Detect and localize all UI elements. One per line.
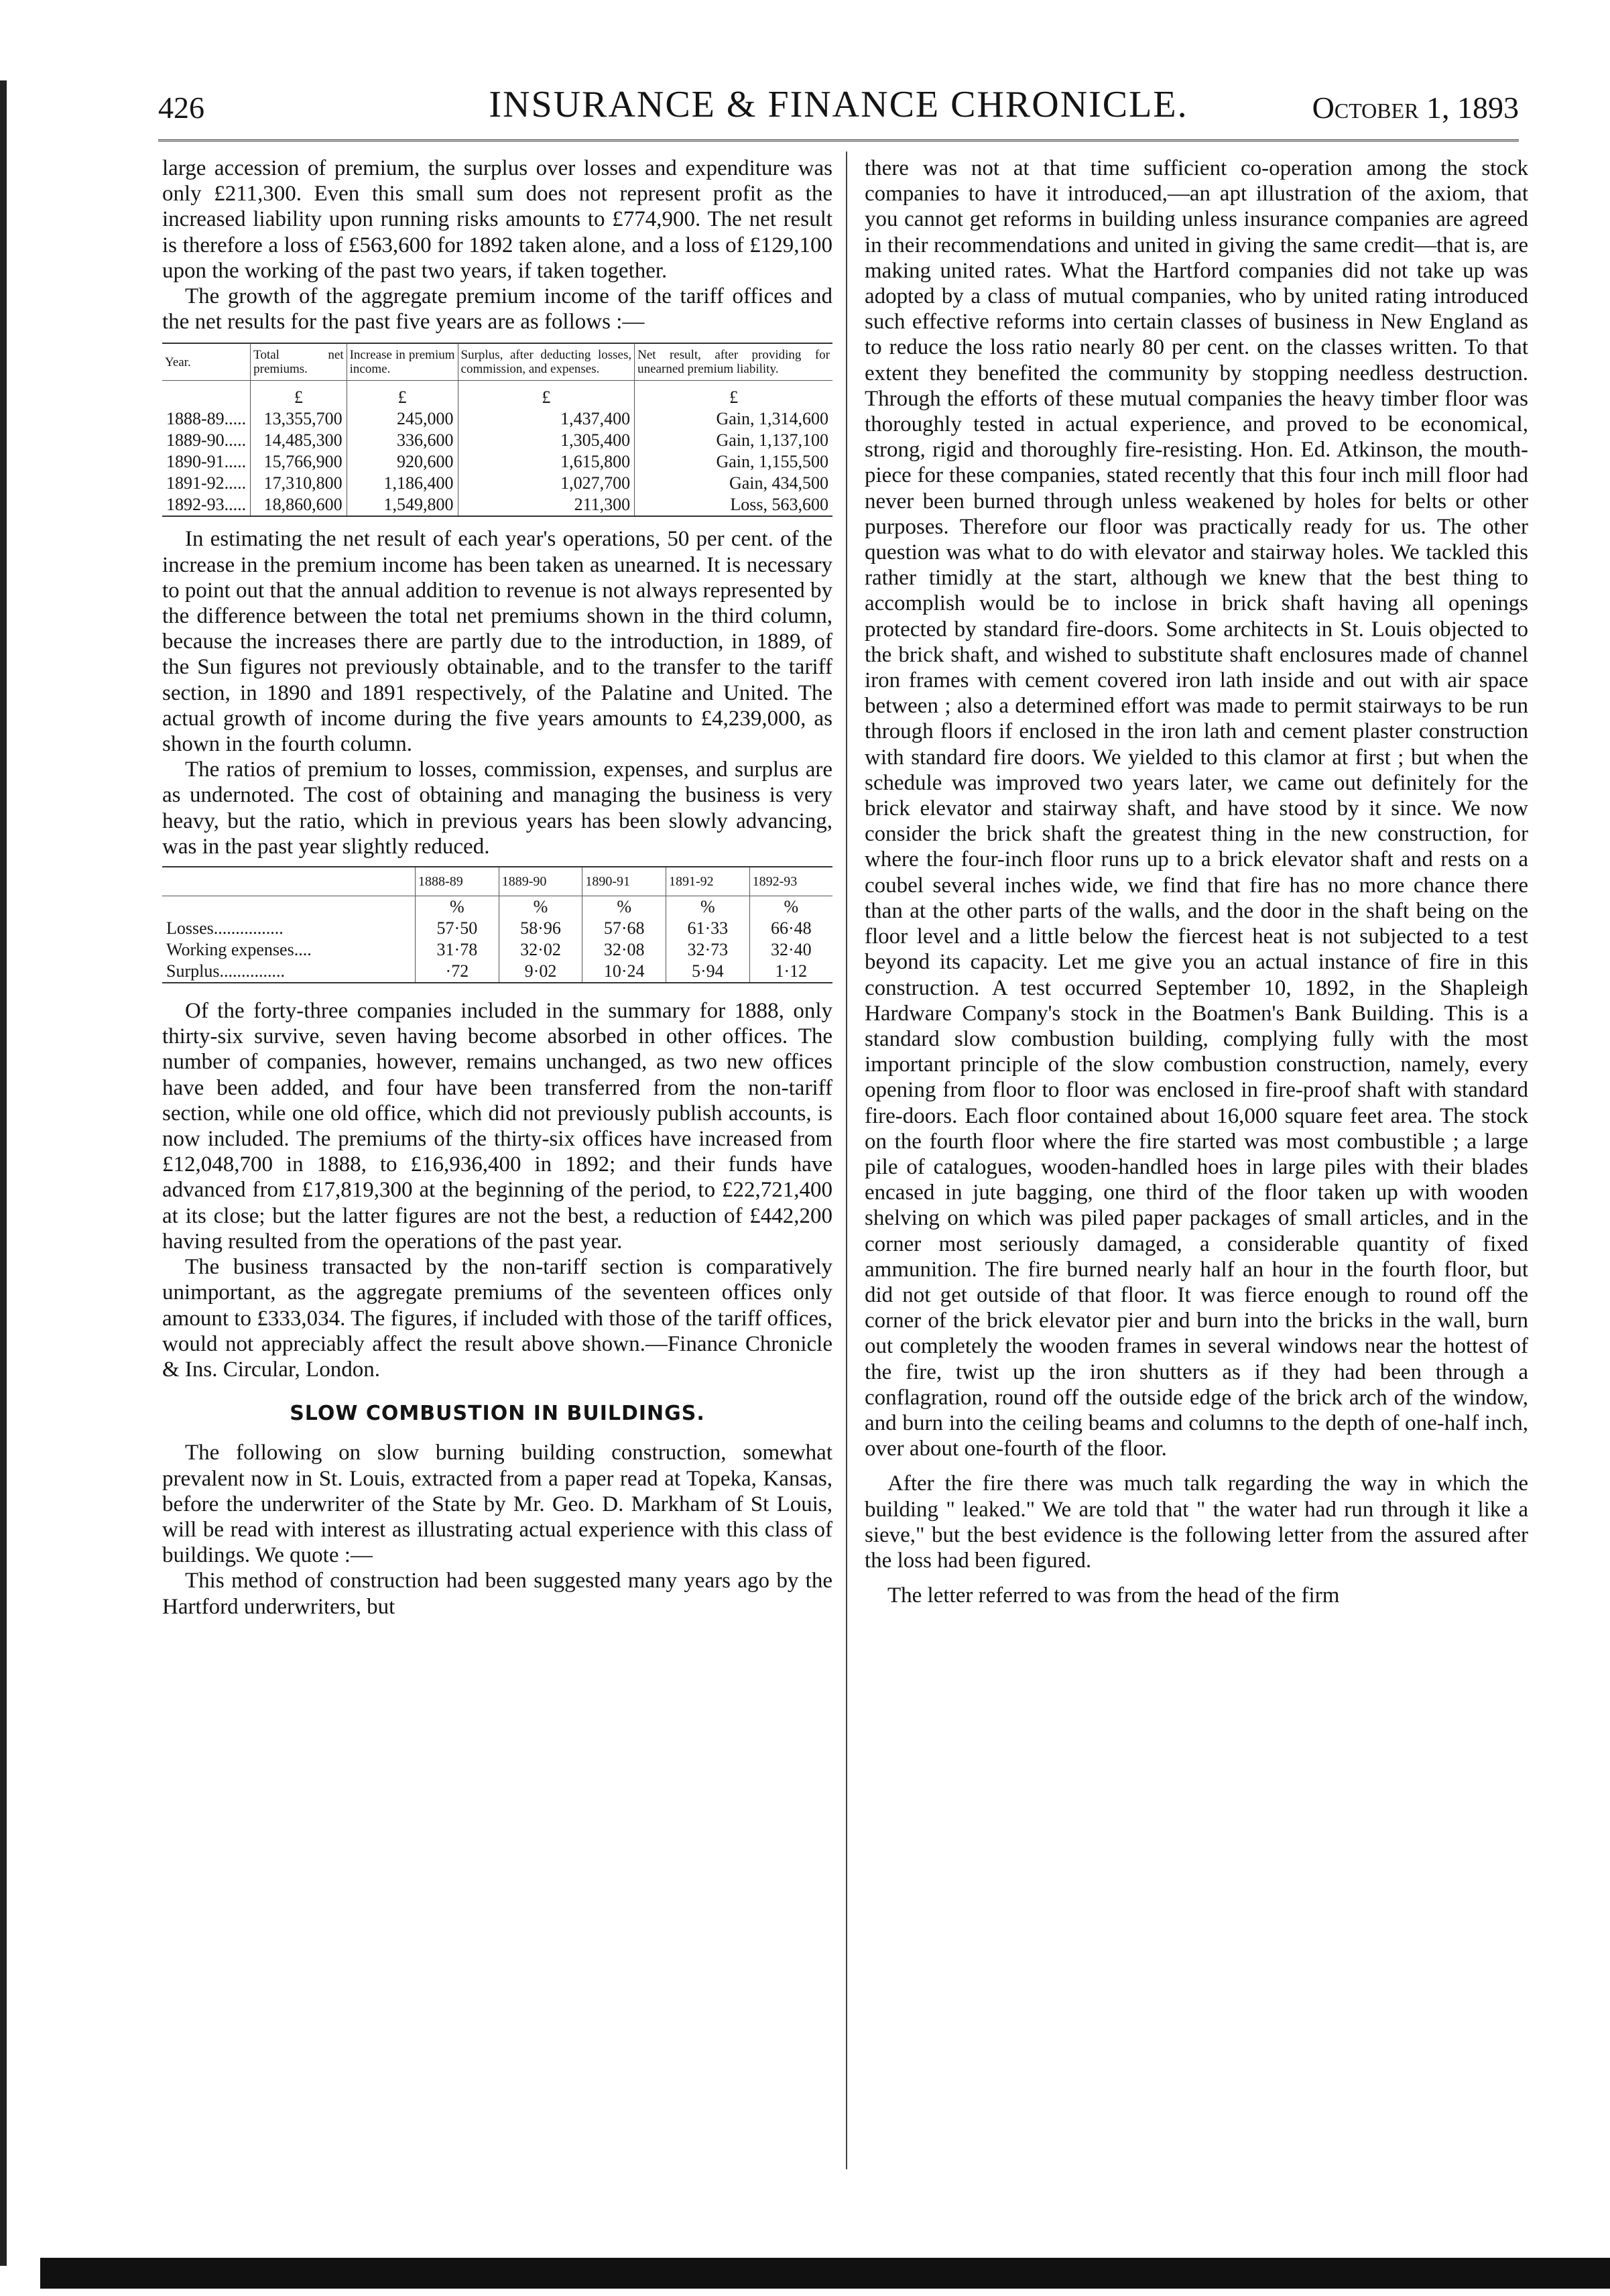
paragraph: large accession of premium, the surplus over losses and expenditure was only £211,300. Even this small sum does not represent profit as the increased liability upon running risks amounts to £774,900. The net result is therefore a loss of £563,600 for 1892 taken alone, and a loss of £129,100 upon the working of the past two years, if taken together.	[162, 156, 832, 283]
table-header: 1892-93	[749, 867, 832, 896]
journal-title: INSURANCE & FINANCE CHRONICLE.	[489, 84, 1188, 125]
issue-date: October 1, 1893	[1312, 90, 1519, 125]
table-row: Surplus............... ·72 9·02 10·24 5·94 1·12	[162, 961, 832, 983]
paragraph: The growth of the aggregate premium income of the tariff offices and the net results for the past five years are as follows :—	[162, 284, 832, 335]
paragraph: In estimating the net result of each year's operations, 50 per cent. of the increase in the premium income has been taken as unearned. It is necessary to point out that the annual addition to revenue is not always represented by the difference between the total net premiums shown in the third column, because the increases there are partly due to the introduction, in 1889, of the Sun figures not previously obtainable, and to the transfer to the tariff section, in 1890 and 1891 respectively, of the Palatine and United. The actual growth of income during the five years amounts to £4,239,000, as shown in the fourth column.	[162, 527, 832, 757]
table-row: 1890-91..... 15,766,900 920,600 1,615,800 Gain, 1,155,500	[162, 451, 832, 473]
right-column	[865, 156, 1528, 1608]
paragraph: The business transacted by the non-tariff section is comparatively unimportant, as the aggregate premiums of the seventeen offices only amount to £333,034. The figures, if included with those of the tariff offices, would not appreciably affect the result above shown.—Finance Chronicle & Ins. Circular, London.	[162, 1255, 832, 1382]
page-number: 426	[158, 90, 204, 125]
table-header: Total net premiums.	[251, 343, 347, 381]
paragraph: After the fire there was much talk regarding the way in which the building " leaked." We are told that " the water had run through it like a sieve," but the best evidence is the following letter from the assured after the loss had been figured.	[865, 1471, 1528, 1573]
table-row: Losses................ 57·50 58·96 57·68 61·33 66·48	[162, 918, 832, 939]
paragraph: The following on slow burning building construction, somewhat prevalent now in St. Louis, extracted from a paper read at Topeka, Kansas, before the underwriter of the State by Mr. Geo. D. Markham of St Louis, will be read with interest as illustrating actual experience with this class of buildings. We quote :—	[162, 1441, 832, 1568]
table-row: Working expenses.... 31·78 32·02 32·08 32·73 32·40	[162, 939, 832, 961]
column-divider	[846, 152, 847, 2169]
premium-results-table	[162, 343, 832, 517]
ratios-table	[162, 866, 832, 983]
table-header: Year.	[162, 343, 251, 381]
table-units-row: % % % % %	[162, 896, 832, 918]
table-header: 1890-91	[582, 867, 666, 896]
table-header: 1891-92	[666, 867, 749, 896]
paragraph: The letter referred to was from the head of the firm	[887, 1583, 1340, 1608]
header-rule	[158, 139, 1519, 141]
paragraph: Of the forty-three companies included in the summary for 1888, only thirty-six survive, seven having become absorbed in other offices. The number of companies, however, remains unchanged, as two new offices have been added, and four have been transferred from the non-tariff section, while one old office, which did not previously publish accounts, is now included. The premiums of the thirty-six offices have increased from £12,048,700 in 1888, to £16,936,400 in 1892; and their funds have advanced from £17,819,300 at the beginning of the period, to £22,721,400 at its close; but the latter figures are not the best, a reduction of £442,200 having resulted from the operations of the past year.	[162, 999, 832, 1254]
table-header: Net result, after providing for unearned premium liability.	[635, 343, 832, 381]
table-header: 1889-90	[499, 867, 582, 896]
table-row: 1892-93..... 18,860,600 1,549,800 211,300 Loss, 563,600	[162, 494, 832, 516]
table-header: Increase in premium income.	[347, 343, 458, 381]
paragraph: The ratios of premium to losses, commission, expenses, and surplus are as undernoted. The cost of obtaining and managing the business is very heavy, but the ratio, which in previous years has been slowly advancing, was in the past year slightly reduced.	[162, 758, 832, 859]
table-row: 1888-89..... 13,355,700 245,000 1,437,400 Gain, 1,314,600	[162, 408, 832, 430]
paragraph: there was not at that time sufficient co-operation among the stock companies to have it introduced,—an apt illustration of the axiom, that you cannot get reforms in building unless insurance companies are agreed in their recommendations and united in giving the same credit—that is, are making united rates. What the Hartford companies did not take up was adopted by a class of mutual companies, who by united rating introduced such effective reforms into certain classes of business in New England as to reduce the loss ratio nearly 80 per cent. on the classes written. To that extent they benefited the community by stopping needless destruction. Through the efforts of these mutual companies the heavy timber floor was thoroughly tested in actual experience, and proved to be economical, strong, rigid and thoroughly fire-resisting. Hon. Ed. Atkinson, the mouth-piece for these companies, stated recently that this four inch mill floor had never been burned through unless weakened by holes for belts or other purposes. Therefore our floor was practically ready for us. The other question was what to do with elevator and stairway holes. We tackled this rather timidly at the start, although we knew that the best thing to accomplish would be to inclose in brick shaft having all openings protected by standard fire-doors. Some architects in St. Louis objected to the brick shaft, and wished to substitute shaft enclosures made of channel iron frames with cement covered iron lath inside and out with air space between ; also a determined effort was made to permit stairways to be run through floors if enclosed in the iron lath and cement plaster construction with standard fire doors. We yielded to this clamor at first ; but when the schedule was improved two years later, we came out definitely for the brick elevator and stairway shaft, and have stood by it since. We now consider the brick shaft the greatest thing in the new construction, for where the four-inch floor runs up to a brick elevator shaft and rests on a coubel several inches wide, we find that fire has no more chance there than at the other parts of the walls, and the door in the shaft being on the floor level and a little below the fiercest heat is not subjected to a test beyond its capacity. Let me give you an actual instance of fire in this construction. A test occurred September 10, 1892, in the Shapleigh Hardware Company's stock in the Boatmen's Bank Building. This is a standard slow combustion building, complying fully with the most important principle of the slow combustion construction, namely, every opening from floor to floor was enclosed in fire-proof shaft with standard fire-doors. Each floor contained about 16,000 square feet area. The stock on the fourth floor where the fire started was most combustible ; a large pile of catalogues, wooden-handled hoes in large piles with their blades encased in jute bagging, one third of the floor taken up with wooden shelving on which was piled paper packages of small articles, and in the corner most seriously damaged, a considerable quantity of fixed ammunition. The fire burned nearly half an hour in the fourth floor, but did not get outside of that floor. It was fierce enough to round off the corner of the brick elevator pier and burn into the bricks in the wall, burn out completely the wooden frames in several windows near the hottest of the fire, twist up the iron shutters as if they had been through a conflagration, round off the outside edge of the brick arch of the window, and burn into the ceiling beams and columns to the depth of one-half inch, over about one-fourth of the floor.	[865, 156, 1528, 1461]
page-edge-shadow	[0, 80, 7, 2266]
left-column	[162, 156, 832, 1620]
table-header: Surplus, after deducting losses, commission, and expenses.	[458, 343, 635, 381]
paragraph: This method of construction had been suggested many years ago by the Hartford underwriters, but	[162, 1569, 832, 1619]
scan-bottom-edge	[40, 2258, 1610, 2289]
table-header: 1888-89	[416, 867, 499, 896]
running-header	[158, 79, 1519, 133]
table-row: 1889-90..... 14,485,300 336,600 1,305,400 Gain, 1,137,100	[162, 430, 832, 451]
section-heading: SLOW COMBUSTION IN BUILDINGS.	[290, 1402, 705, 1426]
table-row: 1891-92..... 17,310,800 1,186,400 1,027,700 Gain, 434,500	[162, 473, 832, 494]
table-units-row: £ £ £ £	[162, 381, 832, 409]
